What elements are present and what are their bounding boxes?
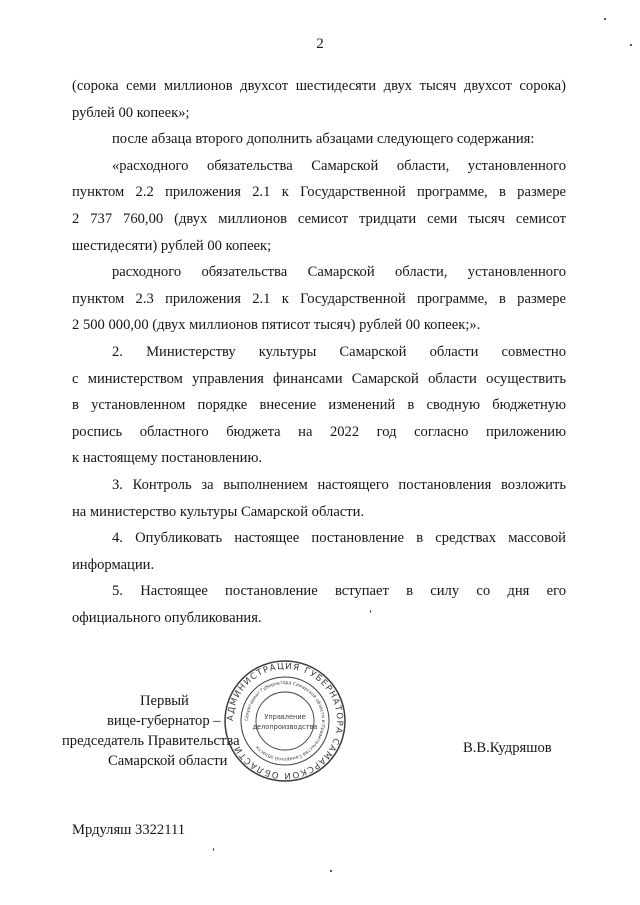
scan-speck <box>213 848 214 851</box>
text-line: 2 737 760,00 (двух миллионов семисот тридцати семи тысяч семисот <box>72 210 566 227</box>
signatory-name: В.В.Кудряшов <box>463 740 552 756</box>
text-line: после абзаца второго дополнить абзацами следующего содержания: <box>112 131 535 148</box>
scan-speck <box>630 44 632 46</box>
stamp-inner-text: Секретариат Губернатора Самарской области и Правительства Самарской области <box>244 680 326 762</box>
stamp-outer-text: АДМИНИСТРАЦИЯ ГУБЕРНАТОРА САМАРСКОЙ ОБЛАСТИ <box>225 661 345 781</box>
text-line: 2 500 000,00 (двух миллионов пятисот тысяч) рублей 00 копеек;». <box>72 317 481 334</box>
official-stamp <box>223 659 347 783</box>
signature-position-line: председатель Правительства <box>62 733 240 749</box>
text-line: на министерство культуры Самарской области. <box>72 503 365 520</box>
signature-position-line: Самарской области <box>108 753 228 769</box>
text-line: 4. Опубликовать настоящее постановление в средствах массовой <box>112 530 566 547</box>
text-line: рублей 00 копеек»; <box>72 104 190 121</box>
text-line: шестидесяти) рублей 00 копеек; <box>72 237 272 254</box>
stamp-center-line: делопроизводства <box>252 723 318 731</box>
text-line: расходного обязательства Самарской области, установленного <box>112 264 566 281</box>
signature-position-line: вице-губернатор – <box>107 713 221 729</box>
text-line: 2. Министерству культуры Самарской области совместно <box>112 343 566 360</box>
text-line: пунктом 2.3 приложения 2.1 к Государственной программе, в размере <box>72 290 566 307</box>
stamp-center-line: Управление <box>264 713 306 721</box>
text-line: 3. Контроль за выполнением настоящего постановления возложить <box>112 476 566 493</box>
text-line: с министерством управления финансами Самарской области осуществить <box>72 370 566 387</box>
text-line: официального опубликования. <box>72 609 262 626</box>
page-number: 2 <box>316 36 324 52</box>
text-line: роспись областного бюджета на 2022 год согласно приложению <box>72 423 566 440</box>
signature-position-line: Первый <box>140 693 189 709</box>
text-line: к настоящему постановлению. <box>72 450 263 467</box>
text-line: (сорока семи миллионов двухсот шестидесяти двух тысяч двухсот сорока) <box>72 78 566 94</box>
scan-speck <box>604 18 606 20</box>
body-text-top <box>72 73 566 631</box>
text-line: «расходного обязательства Самарской области, установленного <box>112 157 566 174</box>
text-line: пунктом 2.2 приложения 2.1 к Государственной программе, в размере <box>72 184 566 201</box>
scan-speck <box>370 610 371 613</box>
text-line: информации. <box>72 556 155 573</box>
text-line: 5. Настоящее постановление вступает в силу со дня его <box>112 583 566 600</box>
stamp-seal <box>223 659 347 783</box>
registration-number: Мрдуляш 3322111 <box>72 822 186 838</box>
scan-speck <box>330 870 332 872</box>
text-line: в установленном порядке внесение изменений в сводную бюджетную <box>72 397 566 414</box>
